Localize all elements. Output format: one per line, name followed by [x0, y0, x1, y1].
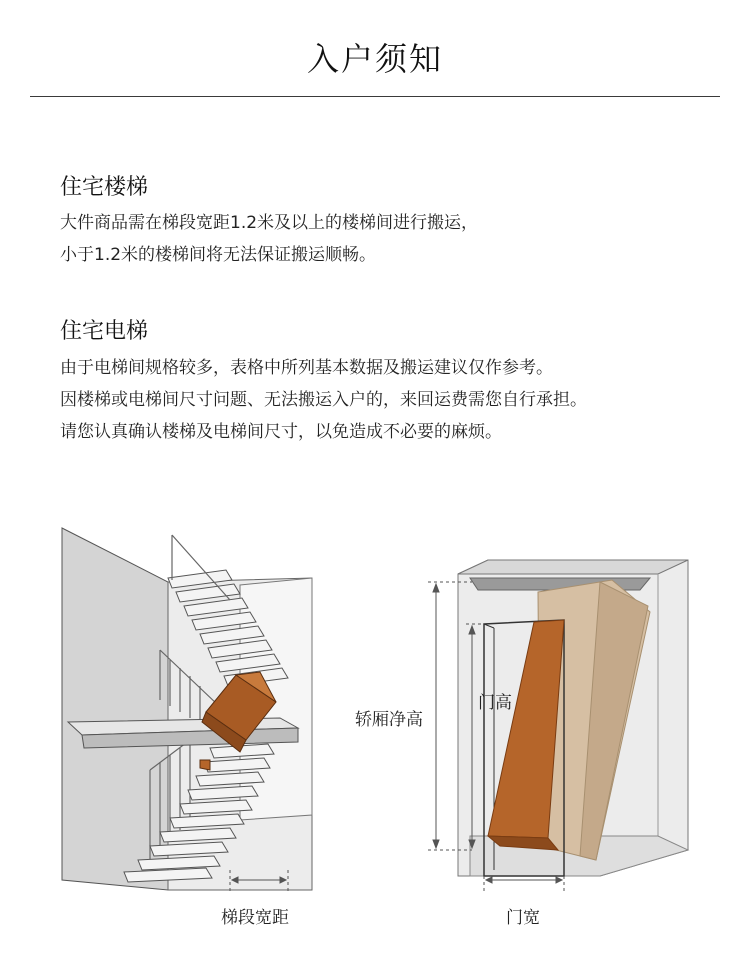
door-width-dimension: [484, 876, 564, 892]
cabin-height-label: 轿厢净高: [355, 710, 423, 730]
door-height-label: 门高: [478, 693, 512, 713]
page-title: 入户须知: [306, 40, 443, 78]
elevator-heading: 住宅电梯: [60, 319, 149, 344]
elevator-illustration: [428, 560, 688, 892]
elevator-line-3: 请您认真确认楼梯及电梯间尺寸，以免造成不必要的麻烦。: [60, 422, 502, 442]
stairs-heading: 住宅楼梯: [60, 175, 149, 200]
stair-left-wall: [62, 528, 168, 890]
elevator-line-1: 由于电梯间规格较多，表格中所列基本数据及搬运建议仅作参考。: [60, 358, 553, 378]
stairs-line-1: 大件商品需在梯段宽距1.2米及以上的楼梯间进行搬运，: [60, 213, 479, 233]
door-width-label: 门宽: [506, 908, 540, 928]
stairs-line-2: 小于1.2米的楼梯间将无法保证搬运顺畅。: [60, 245, 377, 265]
staircase-illustration: [62, 528, 312, 892]
stair-width-label: 梯段宽距: [221, 908, 289, 928]
elevator-line-2: 因楼梯或电梯间尺寸问题、无法搬运入户的，来回运费需您自行承担。: [60, 390, 587, 410]
